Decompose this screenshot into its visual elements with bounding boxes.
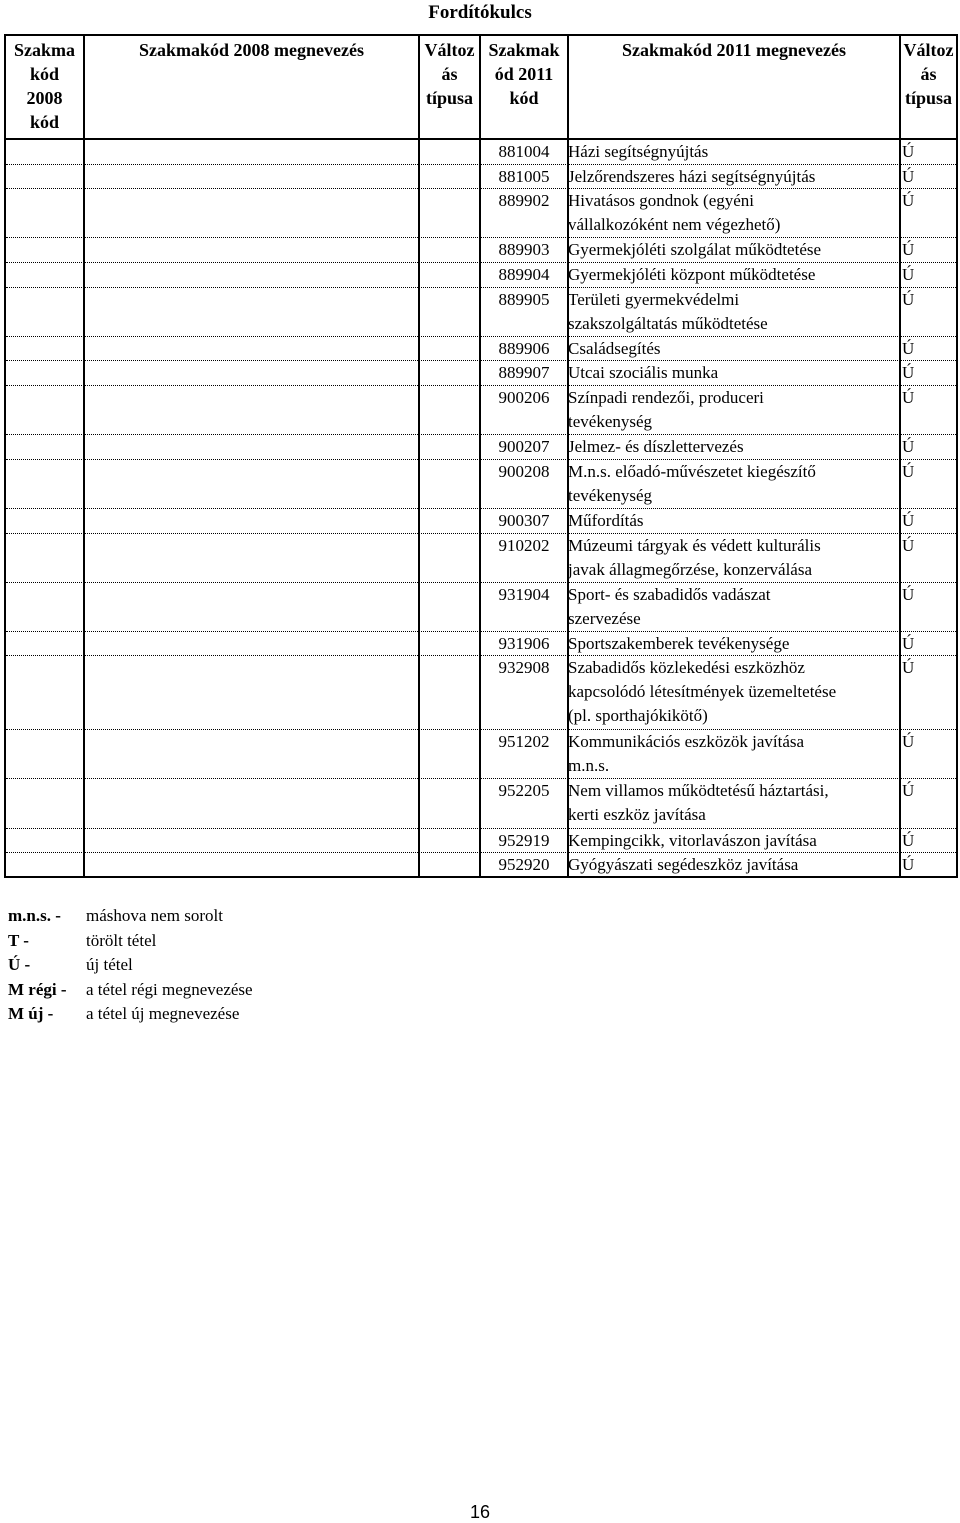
table-row — [6, 140, 956, 165]
code-2011-cell: 889904 — [498, 264, 550, 284]
code-2011-cell: 889907 — [498, 363, 550, 383]
name-2011-cell — [568, 435, 898, 459]
table-row — [6, 238, 956, 263]
name-2011-cell — [568, 534, 898, 582]
code-2011-cell: 900206 — [498, 387, 550, 407]
name-line: Múzeumi tárgyak és védett kulturális — [568, 535, 821, 555]
table-row — [6, 656, 956, 730]
change-type-2011-cell: Ú — [902, 732, 915, 752]
name-line: Jelzőrendszeres házi segítségnyújtás — [568, 166, 816, 186]
change-type-2011-cell: Ú — [902, 289, 915, 309]
table-row — [6, 583, 956, 632]
code-2011-cell: 900307 — [498, 510, 550, 530]
code-2011-cell: 889903 — [498, 240, 550, 260]
name-2011-cell — [568, 509, 898, 533]
legend-value: a tétel új megnevezése — [86, 1004, 240, 1023]
header-name-2008: Szakmakód 2008 megnevezés — [139, 40, 364, 60]
legend-key: Ú - — [8, 955, 31, 974]
change-type-2011-cell: Ú — [902, 584, 915, 604]
legend-item — [8, 978, 253, 1003]
name-line: javak állagmegőrzése, konzerválása — [568, 559, 813, 579]
name-line: m.n.s. — [568, 756, 610, 776]
change-type-2011-cell: Ú — [902, 535, 915, 555]
name-line: (pl. sporthajókikötő) — [568, 706, 708, 726]
change-type-2011-cell: Ú — [902, 240, 915, 260]
name-2011-cell — [568, 386, 898, 434]
table-row — [6, 435, 956, 460]
translation-key-table — [4, 34, 958, 878]
change-type-2011-cell: Ú — [902, 510, 915, 530]
table-row — [6, 361, 956, 386]
table-row — [6, 779, 956, 828]
legend-item — [8, 929, 253, 954]
change-type-2011-cell: Ú — [902, 633, 915, 653]
change-type-2011-cell: Ú — [902, 781, 915, 801]
name-line: Családsegítés — [568, 338, 661, 358]
table-row — [6, 189, 956, 238]
header-code-2008: Szakma kód 2008 kód — [13, 40, 75, 132]
code-2011-cell: 900208 — [498, 461, 550, 481]
code-2011-cell: 931904 — [498, 584, 550, 604]
code-2011-cell: 881005 — [498, 166, 550, 186]
page-title: Fordítókulcs — [428, 2, 532, 23]
change-type-2011-cell: Ú — [902, 363, 915, 383]
change-type-2011-cell: Ú — [902, 437, 915, 457]
legend-key: M új - — [8, 1004, 54, 1023]
code-2011-cell: 889906 — [498, 338, 550, 358]
legend-value: új tétel — [86, 955, 133, 974]
name-line: Sport- és szabadidős vadászat — [568, 584, 771, 604]
name-line: tevékenység — [568, 411, 653, 431]
change-type-2011-cell: Ú — [902, 855, 915, 875]
code-2011-cell: 952919 — [498, 830, 550, 850]
legend-item — [8, 904, 253, 929]
name-line: szervezése — [568, 608, 641, 628]
change-type-2011-cell: Ú — [902, 166, 915, 186]
name-line: Műfordítás — [568, 510, 644, 530]
name-2011-cell — [568, 853, 898, 877]
change-type-2011-cell: Ú — [902, 830, 915, 850]
name-2011-cell — [568, 632, 898, 656]
name-2011-cell — [568, 288, 898, 336]
name-2011-cell — [568, 238, 898, 262]
legend-key: T - — [8, 930, 29, 950]
change-type-2011-cell: Ú — [902, 658, 915, 678]
change-type-2011-cell: Ú — [902, 338, 915, 358]
name-2011-cell — [568, 337, 898, 361]
header-change-type-2008: Változ ás típusa — [424, 40, 475, 108]
name-line: Gyermekjóléti szolgálat működtetése — [568, 240, 822, 260]
table-row — [6, 632, 956, 657]
table-row — [6, 288, 956, 337]
code-2011-cell: 889905 — [498, 289, 550, 309]
name-2011-cell — [568, 263, 898, 287]
name-2011-cell — [568, 189, 898, 237]
name-line: szakszolgáltatás működtetése — [568, 313, 768, 333]
name-2011-cell — [568, 361, 898, 385]
header-name-2011: Szakmakód 2011 megnevezés — [622, 40, 846, 60]
table-row — [6, 460, 956, 509]
name-line: kerti eszköz javítása — [568, 805, 706, 825]
name-line: Utcai szociális munka — [568, 363, 719, 383]
name-2011-cell — [568, 583, 898, 631]
name-line: Kempingcikk, vitorlavászon javítása — [568, 830, 817, 850]
name-line: Gyógyászati segédeszköz javítása — [568, 855, 799, 875]
code-2011-cell: 900207 — [498, 437, 550, 457]
legend-item — [8, 1002, 253, 1027]
name-2011-cell — [568, 656, 898, 728]
code-2011-cell: 951202 — [498, 732, 550, 752]
change-type-2011-cell: Ú — [902, 264, 915, 284]
table-row — [6, 337, 956, 362]
legend — [8, 904, 253, 1027]
legend-item — [8, 953, 253, 978]
name-line: vállalkozóként nem végezhető) — [568, 215, 781, 235]
name-2011-cell — [568, 460, 898, 508]
name-line: Szabadidős közlekedési eszközhöz — [568, 658, 805, 678]
code-2011-cell: 910202 — [498, 535, 550, 555]
name-2011-cell — [568, 829, 898, 853]
legend-key: M régi - — [8, 979, 67, 999]
name-2011-cell — [568, 730, 898, 778]
header-change-type-2011: Változ ás típusa — [903, 40, 954, 108]
code-2011-cell: 932908 — [498, 658, 550, 678]
table-row — [6, 853, 956, 878]
code-2011-cell: 889902 — [498, 191, 550, 211]
table-row — [6, 165, 956, 190]
table-row — [6, 730, 956, 779]
name-line: Hivatásos gondnok (egyéni — [568, 191, 755, 211]
name-2011-cell — [568, 165, 898, 189]
table-row — [6, 509, 956, 534]
code-2011-cell: 952205 — [498, 781, 550, 801]
change-type-2011-cell: Ú — [902, 387, 915, 407]
name-line: Nem villamos működtetésű háztartási, — [568, 781, 829, 801]
name-line: Jelmez- és díszlettervezés — [568, 437, 744, 457]
code-2011-cell: 881004 — [498, 142, 550, 161]
table-row — [6, 534, 956, 583]
name-line: M.n.s. előadó-művészetet kiegészítő — [568, 461, 816, 481]
name-line: tevékenység — [568, 485, 653, 505]
name-line: Házi segítségnyújtás — [568, 142, 709, 161]
change-type-2011-cell: Ú — [902, 142, 915, 161]
code-2011-cell: 952920 — [498, 855, 550, 875]
table-row — [6, 263, 956, 288]
change-type-2011-cell: Ú — [902, 191, 915, 211]
name-2011-cell — [568, 140, 898, 164]
name-line: Sportszakemberek tevékenysége — [568, 633, 790, 653]
name-2011-cell — [568, 779, 898, 827]
legend-value: a tétel régi megnevezése — [86, 979, 253, 999]
legend-key: m.n.s. - — [8, 906, 61, 925]
table-body — [6, 140, 956, 878]
legend-value: máshova nem sorolt — [86, 906, 223, 925]
name-line: Területi gyermekvédelmi — [568, 289, 740, 309]
page-number: 16 — [469, 1502, 491, 1522]
change-type-2011-cell: Ú — [902, 461, 915, 481]
name-line: kapcsolódó létesítmények üzemeltetése — [568, 682, 837, 702]
legend-value: törölt tétel — [86, 930, 157, 950]
name-line: Színpadi rendezői, produceri — [568, 387, 764, 407]
table-row — [6, 386, 956, 435]
name-line: Kommunikációs eszközök javítása — [568, 732, 805, 752]
name-line: Gyermekjóléti központ működtetése — [568, 264, 816, 284]
table-row — [6, 829, 956, 854]
header-code-2011: Szakmak ód 2011 kód — [488, 40, 560, 108]
code-2011-cell: 931906 — [498, 633, 550, 653]
